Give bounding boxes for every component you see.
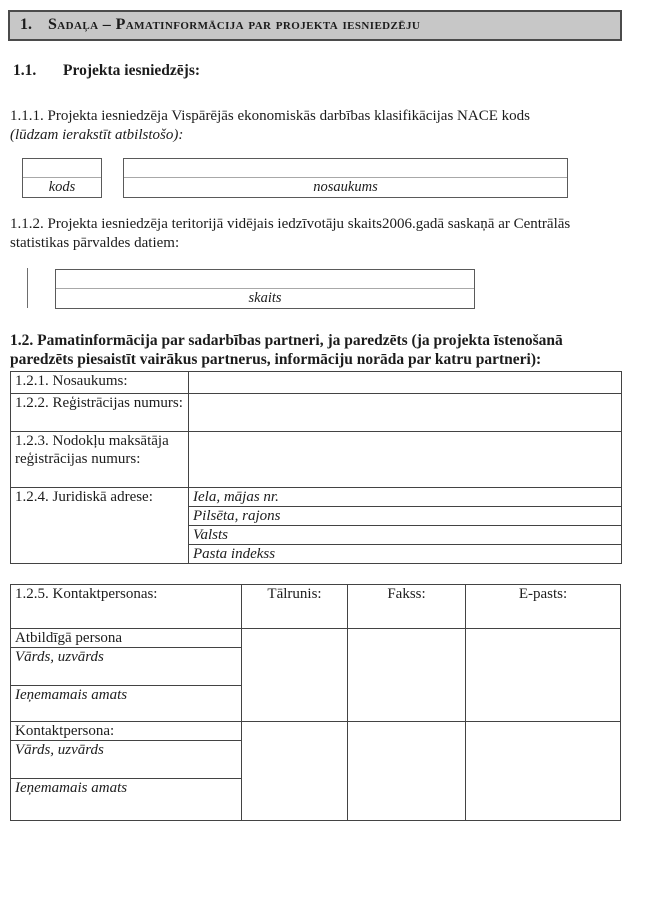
address-city-field[interactable]: Pilsēta, rajons [189, 507, 622, 526]
row-label: 1.2.2. Reģistrācijas numurs: [11, 394, 189, 432]
nace-name-label: nosaukums [313, 179, 378, 195]
address-postcode-field[interactable]: Pasta indekss [189, 545, 622, 564]
subsection-1-2-heading: 1.2. Pamatinformācija par sadarbības partneri, ja paredzēts (ja projekta īstenošanā paredzēts piesaistīt vairākus partnerus, informāciju norāda par katru partneri): [10, 332, 563, 368]
address-street-field[interactable]: Iela, mājas nr. [189, 488, 622, 507]
nace-name-box [123, 158, 568, 198]
email-input[interactable] [466, 722, 621, 821]
phone-input[interactable] [242, 629, 348, 722]
population-box-row [0, 268, 645, 309]
subsection-1-1-title: Projekta iesniedzējs: [63, 62, 201, 79]
population-input[interactable] [56, 270, 474, 289]
table-row [11, 722, 621, 741]
table-row [11, 629, 621, 648]
table-row [11, 372, 622, 394]
document-page [0, 10, 645, 920]
population-label: skaits [248, 290, 282, 306]
fax-input[interactable] [348, 629, 466, 722]
fax-input[interactable] [348, 722, 466, 821]
row-input[interactable] [189, 432, 622, 488]
paragraph-1-1-1-note: (lūdzam ierakstīt atbilstošo): [10, 127, 184, 143]
nace-code-input[interactable] [23, 159, 101, 178]
section-number: 1. [20, 16, 32, 33]
phone-input[interactable] [242, 722, 348, 821]
contacts-table [10, 584, 621, 821]
row-input[interactable] [189, 372, 622, 394]
person-role-label: Atbildīgā persona [11, 629, 242, 648]
contacts-header-label: 1.2.5. Kontaktpersonas: [11, 585, 242, 629]
email-input[interactable] [466, 629, 621, 722]
table-row [11, 432, 622, 488]
nace-code-label: kods [48, 179, 76, 195]
paragraph-1-1-1 [10, 107, 625, 145]
phone-column-header: Tālrunis: [242, 585, 348, 629]
partner-info-table [10, 371, 622, 564]
cell-border-artifact [27, 268, 28, 308]
row-input[interactable] [189, 394, 622, 432]
address-country-field[interactable]: Valsts [189, 526, 622, 545]
table-row [11, 488, 622, 507]
nace-box-row [22, 158, 645, 198]
section-title: Sadaļa – Pamatinformācija par projekta iesniedzēju [48, 16, 421, 33]
paragraph-1-1-2 [10, 215, 625, 253]
population-box [55, 269, 475, 309]
table-row [11, 394, 622, 432]
person-role-label: Kontaktpersona: [11, 722, 242, 741]
email-column-header: E-pasts: [466, 585, 621, 629]
person-position-field[interactable]: Ieņemamais amats [11, 779, 242, 821]
person-name-field[interactable]: Vārds, uzvārds [11, 648, 242, 686]
nace-code-box [22, 158, 102, 198]
row-label: 1.2.4. Juridiskā adrese: [11, 488, 189, 564]
person-name-field[interactable]: Vārds, uzvārds [11, 741, 242, 779]
subsection-1-1-number: 1.1. [13, 62, 37, 79]
section-header-bar [8, 10, 622, 41]
paragraph-1-1-2-text: 1.1.2. Projekta iesniedzēja teritorijā vidējais iedzīvotāju skaits2006.gadā saskaņā ar Centrālās statistikas pārvaldes datiem: [10, 216, 571, 251]
subsection-1-1-heading [13, 62, 645, 80]
row-label: 1.2.1. Nosaukums: [11, 372, 189, 394]
person-position-field[interactable]: Ieņemamais amats [11, 686, 242, 722]
contacts-header-row [11, 585, 621, 629]
row-label: 1.2.3. Nodokļu maksātāja reģistrācijas numurs: [11, 432, 189, 488]
paragraph-1-1-1-text: 1.1.1. Projekta iesniedzēja Vispārējās ekonomiskās darbības klasifikācijas NACE kods [10, 108, 530, 124]
fax-column-header: Fakss: [348, 585, 466, 629]
nace-name-input[interactable] [124, 159, 567, 178]
